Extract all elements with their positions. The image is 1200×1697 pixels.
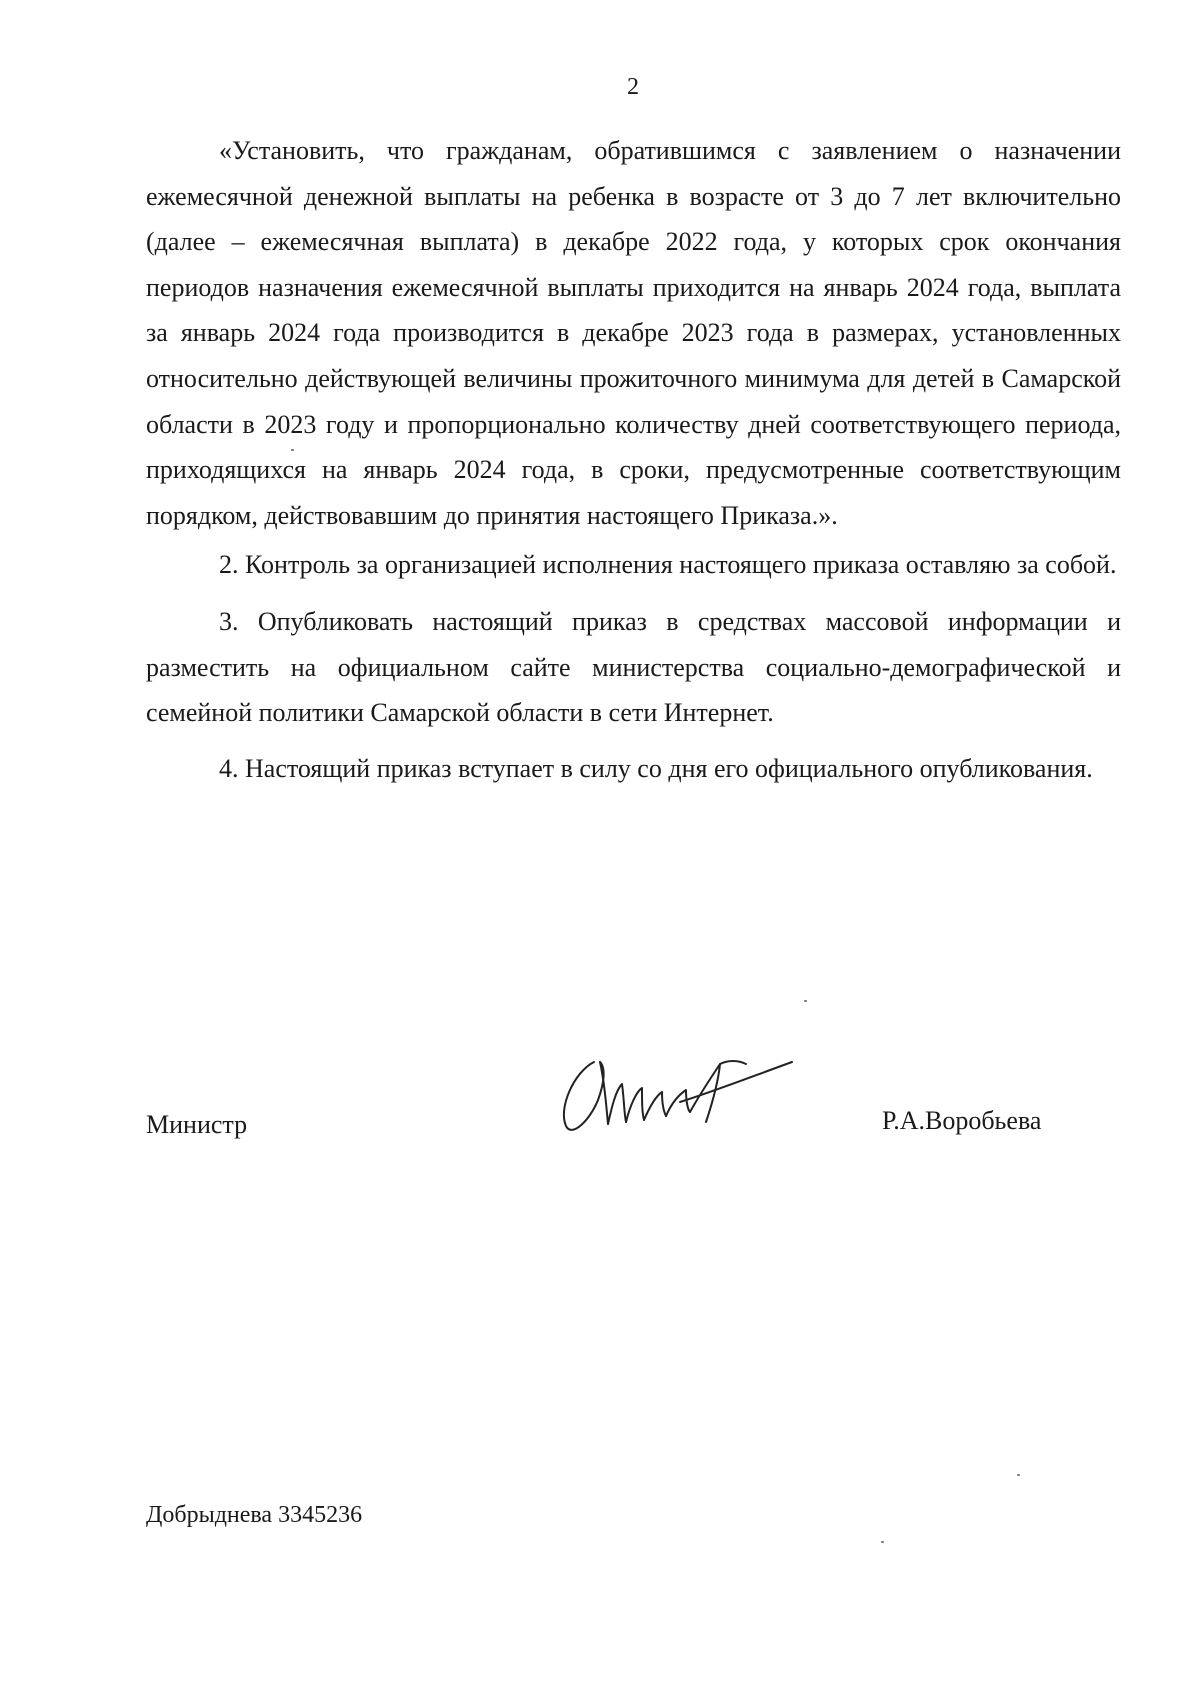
scan-speck	[804, 1000, 807, 1002]
paragraph-item-2: 2. Контроль за организацией исполнения настоящего приказа оставляю за собой.	[219, 550, 1117, 580]
scan-speck	[1017, 1474, 1020, 1476]
scan-speck	[291, 449, 294, 451]
handwritten-signature	[552, 1050, 802, 1140]
signatory-title: Министр	[146, 1110, 248, 1139]
paragraph-item-4: 4. Настоящий приказ вступает в силу со дня его официального опубликования.	[219, 753, 1093, 783]
paragraph-amendment: «Установить, что гражданам, обратившимся с заявлением о назначении ежемесячной денежной выплаты на ребенка в возрасте от 3 до 7 лет включительно (далее – ежемесячная выплата) в декабре 2022 года, у которых срок окончания периодов назначения ежемесячной выплаты приходится на январь 2024 года, выплата за январь 2024 года производится в декабре 2023 года в размерах, установленных относительно действующей величины прожиточного минимума для детей в Самарской области в 2023 году и пропорционально количеству дней соответствующего периода, приходящихся на январь 2024 года, в сроки, предусмотренные соответствующим порядком, действовавшим до принятия настоящего Приказа.».	[146, 136, 1121, 530]
signatory-name: Р.А.Воробьева	[882, 1106, 1042, 1135]
page-number: 2	[627, 74, 639, 100]
scan-speck	[881, 1541, 884, 1543]
document-body	[146, 128, 1121, 791]
executor-contact: Добрыднева 3345236	[146, 1502, 363, 1528]
paragraph-item-3: 3. Опубликовать настоящий приказ в средствах массовой информации и разместить на официальном сайте министерства социально-демографической и семейной политики Самарской области в сети Интернет.	[146, 606, 1121, 728]
